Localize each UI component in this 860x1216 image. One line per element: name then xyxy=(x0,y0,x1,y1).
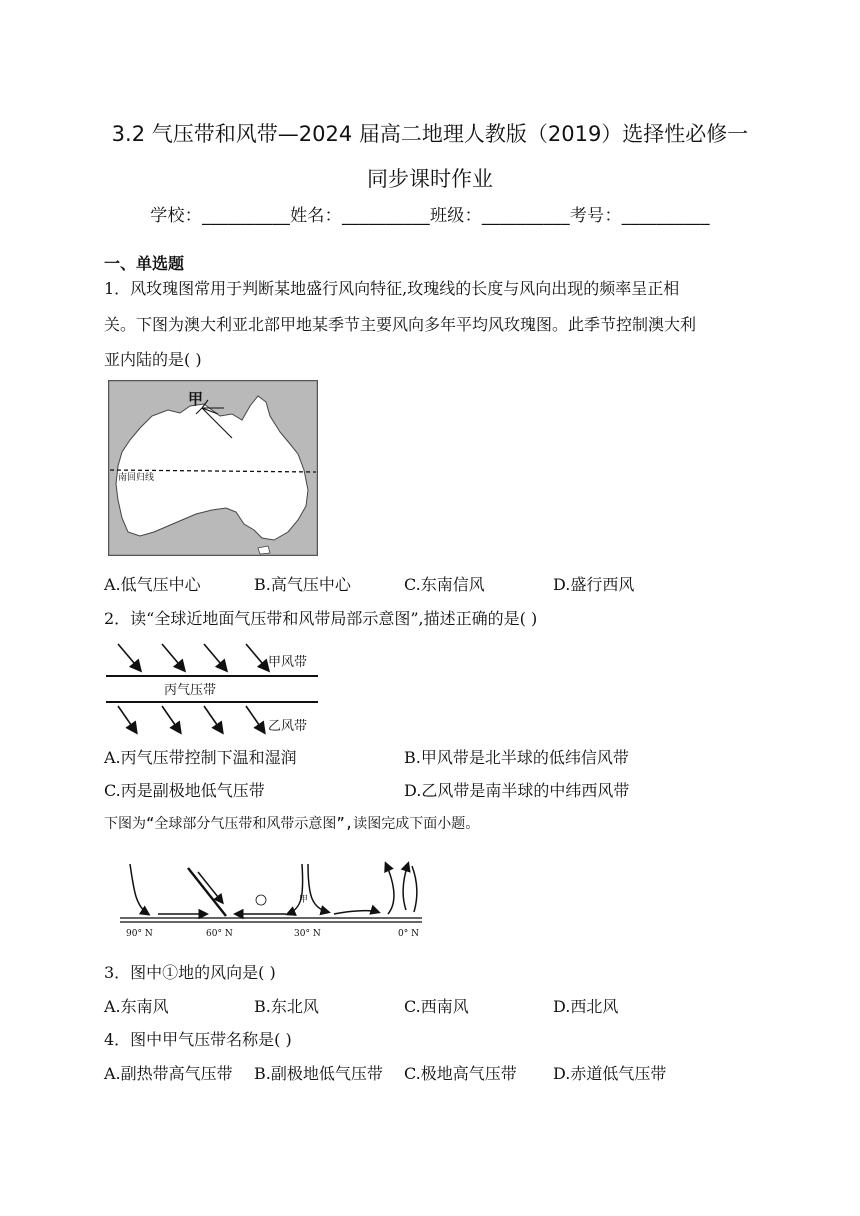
q3-option-d[interactable]: D.西北风 xyxy=(553,997,619,1016)
top-belt-label: 甲风带 xyxy=(268,655,308,670)
q2-option-a[interactable]: A.丙气压带控制下温和湿润 xyxy=(104,748,297,767)
circle-one-label: ① xyxy=(256,897,265,907)
q1-option-b[interactable]: B.高气压中心 xyxy=(254,575,351,594)
lat-label-0: 0° N xyxy=(398,929,419,939)
title-line-2: 同步课时作业 xyxy=(367,167,493,191)
lat-label-90: 90° N xyxy=(126,929,153,939)
middle-belt-label: 丙气压带 xyxy=(164,683,217,698)
q1-option-d[interactable]: D.盛行西风 xyxy=(553,575,635,594)
q4-option-b[interactable]: B.副极地低气压带 xyxy=(254,1064,383,1083)
q3-option-a[interactable]: A.东南风 xyxy=(104,997,169,1016)
q2-option-b[interactable]: B.甲风带是北半球的低纬信风带 xyxy=(404,748,629,767)
q4-stem: 4．图中甲气压带名称是( ) xyxy=(104,1030,292,1049)
q1-stem-line-2: 关。下图为澳大利亚北部甲地某季节主要风向多年平均风玫瑰图。此季节控制澳大利 xyxy=(104,315,697,334)
q3-option-b[interactable]: B.东北风 xyxy=(254,997,319,1016)
passage-intro: 下图为“全球部分气压带和风带示意图”,读图完成下面小题。 xyxy=(104,816,480,832)
q2-option-d[interactable]: D.乙风带是南半球的中纬西风带 xyxy=(404,781,630,800)
q4-option-d[interactable]: D.赤道低气压带 xyxy=(553,1064,667,1083)
australia-wind-rose-map xyxy=(108,380,318,556)
global-belts-diagram xyxy=(118,858,428,942)
section-title: 一、单选题 xyxy=(104,254,185,273)
q4-option-a[interactable]: A.副热带高气压带 xyxy=(104,1064,233,1083)
map-point-label: 甲 xyxy=(188,390,204,408)
tropic-label: 南回归线 xyxy=(118,473,155,483)
student-info-line: 学校：__________姓名：__________班级：__________考号：__________ xyxy=(150,206,710,226)
q1-stem-line-3: 亚内陆的是( ) xyxy=(104,350,202,369)
q3-option-c[interactable]: C.西南风 xyxy=(404,997,469,1016)
q1-option-c[interactable]: C.东南信风 xyxy=(404,575,485,594)
title-line-1: 3.2 气压带和风带—2024 届高二地理人教版（2019）选择性必修一 xyxy=(111,122,749,146)
point-jia-label: 甲 xyxy=(299,895,309,905)
pressure-wind-belt-diagram xyxy=(104,640,324,736)
bottom-belt-label: 乙风带 xyxy=(268,719,308,734)
q2-stem: 2．读“全球近地面气压带和风带局部示意图”,描述正确的是( ) xyxy=(104,609,538,628)
q3-stem: 3．图中①地的风向是( ) xyxy=(104,963,276,982)
lat-label-60: 60° N xyxy=(206,929,233,939)
q1-stem-line-1: 1．风玫瑰图常用于判断某地盛行风向特征,玫瑰线的长度与风向出现的频率呈正相 xyxy=(104,279,680,298)
q1-option-a[interactable]: A.低气压中心 xyxy=(104,575,201,594)
lat-label-30: 30° N xyxy=(294,929,321,939)
q4-option-c[interactable]: C.极地高气压带 xyxy=(404,1064,517,1083)
q2-option-c[interactable]: C.丙是副极地低气压带 xyxy=(104,781,265,800)
